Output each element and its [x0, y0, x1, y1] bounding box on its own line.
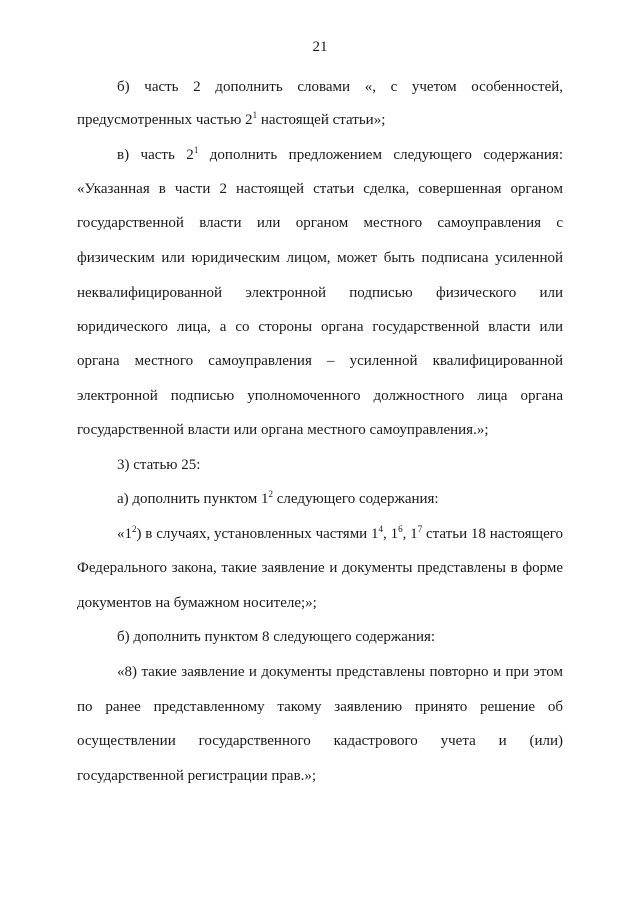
text-line [77, 110, 563, 130]
text-line [77, 593, 563, 613]
text-line [117, 145, 563, 165]
superscript: 6 [398, 524, 403, 534]
text-line [117, 524, 563, 544]
superscript: 2 [132, 524, 137, 534]
text-segment: осуществлении государственного кадастрового учета и (или) [77, 733, 563, 749]
text-segment: государственной регистрации прав.»; [77, 768, 317, 784]
text-line [117, 489, 563, 509]
text-segment: государственной власти или органа местного самоуправления.»; [77, 422, 489, 438]
text-segment: «Указанная в части 2 настоящей статьи сделка, совершенная органом [77, 181, 563, 197]
text-line [77, 558, 563, 578]
text-segment: предусмотренных частью 2 [77, 112, 253, 128]
text-segment: электронной подписью уполномоченного должностного лица органа [77, 388, 563, 404]
text-segment: статьи 18 настоящего [422, 526, 564, 542]
text-segment: документов на бумажном носителе;»; [77, 595, 317, 611]
text-segment: , 1 [402, 526, 418, 542]
text-segment: «1 [117, 526, 132, 542]
text-line [117, 627, 563, 647]
text-line [77, 386, 563, 406]
text-line [117, 662, 563, 682]
text-segment: а) дополнить пунктом 1 [117, 491, 269, 507]
text-segment: «8) такие заявление и документы представлены повторно и при этом [117, 664, 563, 680]
superscript: 2 [268, 489, 274, 499]
text-segment: ) в случаях, установленных частями 1 [136, 526, 379, 542]
text-segment: б) дополнить пунктом 8 следующего содержания: [117, 629, 436, 645]
text-segment: органа местного самоуправления – усиленной квалифицированной [77, 353, 563, 369]
text-segment: дополнить предложением следующего содержания: [198, 147, 563, 163]
text-segment: государственной власти или органом местного самоуправления с [77, 215, 563, 231]
text-segment: Федерального закона, такие заявление и документы представлены в форме [77, 560, 563, 576]
text-line [77, 213, 563, 233]
text-line [77, 248, 563, 268]
text-segment: неквалифицированной электронной подписью физического или [77, 285, 563, 301]
text-segment: юридического лица, а со стороны органа государственной власти или [77, 319, 563, 335]
text-line [117, 77, 563, 97]
text-segment: б) часть 2 дополнить словами «, с учетом особенностей, [117, 79, 563, 95]
text-line [77, 766, 563, 786]
text-line [117, 455, 563, 475]
text-segment: следующего содержания: [273, 491, 439, 507]
text-segment: , 1 [383, 526, 399, 542]
superscript: 1 [193, 145, 199, 155]
text-line [77, 317, 563, 337]
text-line [77, 283, 563, 303]
text-segment: физическим или юридическим лицом, может быть подписана усиленной [77, 250, 563, 266]
text-line [77, 697, 563, 717]
text-line [77, 731, 563, 751]
text-line [77, 420, 563, 440]
superscript: 1 [252, 110, 258, 120]
text-line [77, 179, 563, 199]
text-segment: по ранее представленному такому заявлению принято решение об [77, 699, 563, 715]
superscript: 4 [378, 524, 384, 534]
text-segment: 3) статью 25: [117, 457, 201, 473]
text-segment: в) часть 2 [117, 147, 194, 163]
page-number: 21 [312, 39, 328, 55]
text-segment: настоящей статьи»; [257, 112, 386, 128]
superscript: 7 [417, 524, 423, 534]
text-line [77, 351, 563, 371]
